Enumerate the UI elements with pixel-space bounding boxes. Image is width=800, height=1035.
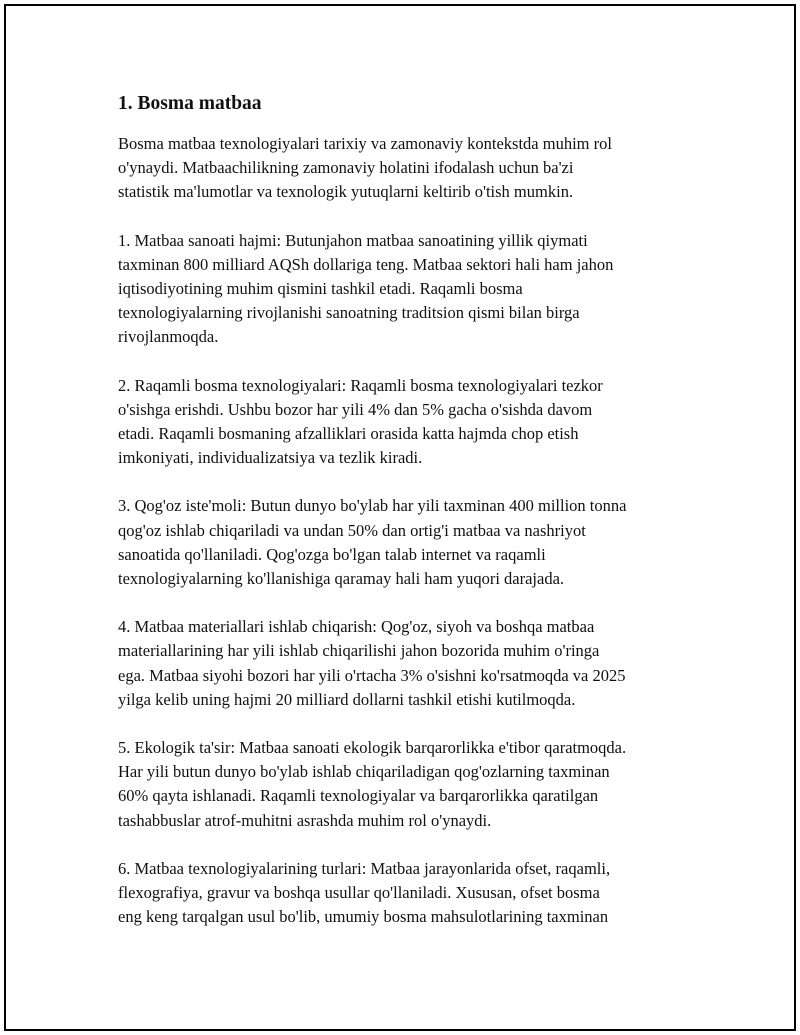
text-line: tashabbuslar atrof-muhitni asrashda muhim rol o'ynaydi. [118,810,492,830]
text-line: texnologiyalarning ko'llanishiga qaramay hali ham yuqori darajada. [118,569,565,589]
text-line: texnologiyalarning rivojlanishi sanoatning traditsion qismi bilan birga [118,303,580,323]
paragraph [118,132,698,205]
text-line: taxminan 800 milliard AQSh dollariga teng. Matbaa sektori hali ham jahon [118,254,614,274]
paragraph [118,494,698,591]
text-line: 5. Ekologik ta'sir: Matbaa sanoati ekologik barqarorlikka e'tibor qaratmoqda. [118,738,627,758]
text-line: iqtisodiyotining muhim qismini tashkil etadi. Raqamli bosma [118,279,523,299]
paragraph [118,736,698,833]
text-line: imkoniyati, individualizatsiya va tezlik kiradi. [118,448,423,468]
text-line: 4. Matbaa materiallari ishlab chiqarish: Qog'oz, siyoh va boshqa matbaa [118,617,595,637]
paragraph [118,374,698,471]
text-line: Bosma matbaa texnologiyalari tarixiy va zamonaviy kontekstda muhim rol [118,134,612,153]
text-line: 1. Matbaa sanoati hajmi: Butunjahon matbaa sanoatining yillik qiymati [118,230,588,250]
text-line: rivojlanmoqda. [118,327,219,347]
text-line: statistik ma'lumotlar va texnologik yutuqlarni keltirib o'tish mumkin. [118,182,574,202]
section-heading: 1. Bosma matbaa [118,93,262,114]
text-line: qog'oz ishlab chiqariladi va undan 50% dan ortig'i matbaa va nashriyot [118,520,586,540]
text-line: materiallarining har yili ishlab chiqarilishi jahon bozorida muhim o'ringa [118,641,600,661]
text-line: 2. Raqamli bosma texnologiyalari: Raqamli bosma texnologiyalari tezkor [118,375,603,395]
paragraph [118,229,698,350]
text-line: flexografiya, gravur va boshqa usullar qo'llaniladi. Xususan, ofset bosma [118,883,600,903]
text-line: 60% qayta ishlanadi. Raqamli texnologiyalar va barqarorlikka qaratilgan [118,786,599,806]
text-line: o'sishga erishdi. Ushbu bozor har yili 4% dan 5% gacha o'sishda davom [118,399,593,419]
text-line: eng keng tarqalgan usul bo'lib, umumiy bosma mahsulotlarining taxminan [118,907,609,927]
text-line: ega. Matbaa siyohi bozori har yili o'rtacha 3% o'sishni ko'rsatmoqda va 2025 [118,665,626,685]
paragraph [118,615,698,712]
text-line: o'ynaydi. Matbaachilikning zamonaviy holatini ifodalash uchun ba'zi [118,158,574,178]
text-line: etadi. Raqamli bosmaning afzalliklari orasida katta hajmda chop etish [118,424,579,444]
text-line: 6. Matbaa texnologiyalarining turlari: Matbaa jarayonlarida ofset, raqamli, [118,858,611,878]
paragraph [118,857,698,930]
text-line: 3. Qog'oz iste'moli: Butun dunyo bo'ylab har yili taxminan 400 million tonna [118,496,627,516]
document-body [118,92,698,953]
text-line: sanoatida qo'llaniladi. Qog'ozga bo'lgan talab internet va raqamli [118,544,546,564]
paragraph-list [118,132,698,929]
text-line: yilga kelib uning hajmi 20 milliard dollarni tashkil etishi kutilmoqda. [118,689,576,709]
text-line: Har yili butun dunyo bo'ylab ishlab chiqariladigan qog'ozlarning taxminan [118,762,610,782]
